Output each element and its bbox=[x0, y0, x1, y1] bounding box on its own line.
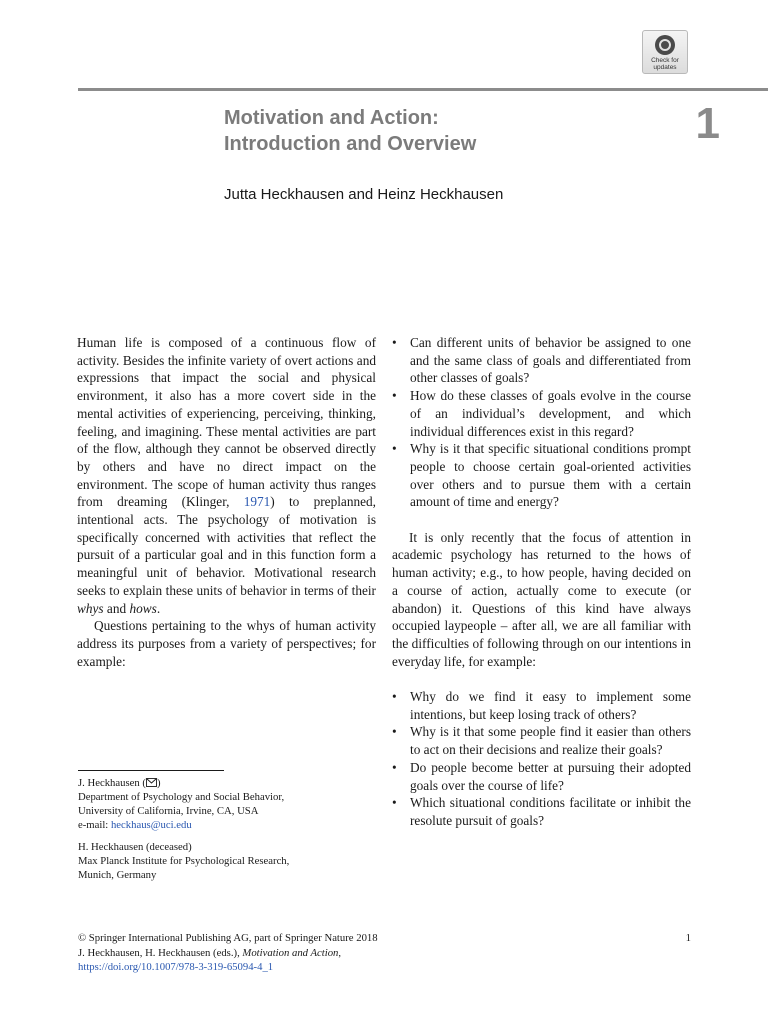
email-link[interactable]: heckhaus@uci.edu bbox=[110, 819, 192, 831]
chapter-title bbox=[224, 105, 476, 157]
affiliation-univ: University of California, Irvine, CA, USA bbox=[78, 805, 259, 817]
affiliation-inst: Max Planck Institute for Psychological Research, bbox=[78, 855, 290, 867]
copyright-line: © Springer International Publishing AG, part of Springer Nature 2018 bbox=[78, 932, 378, 944]
list-item: • Which situational conditions facilitate or inhibit the resolute pursuit of goals? bbox=[392, 794, 691, 829]
question-list-2 bbox=[392, 688, 691, 830]
right-column bbox=[392, 334, 691, 830]
header-rule bbox=[78, 88, 768, 91]
paragraph-3: It is only recently that the focus of attention in academic psychology has returned to the hows of human activity; e.g., to how people, having decided on a course of action, actually come to execute (or abandon) it. Questions of this kind have always occupied laypeople – after all, we are all familiar with the difficulties of following through on our intentions in everyday life, for example: bbox=[392, 529, 691, 669]
paragraph-2: Questions pertaining to the whys of human activity address its purposes from a variety of perspectives; for example: bbox=[77, 618, 376, 669]
list-item: • Why is it that some people find it easier than others to act on their decisions and realize their goals? bbox=[392, 723, 691, 758]
page-number: 1 bbox=[685, 932, 691, 944]
left-column bbox=[77, 334, 376, 670]
footnote-rule bbox=[78, 770, 224, 771]
list-item: • Why do we find it easy to implement some intentions, but keep losing track of others? bbox=[392, 688, 691, 723]
chapter-title-line2: Introduction and Overview bbox=[224, 133, 477, 155]
chapter-authors: Jutta Heckhausen and Heinz Heckhausen bbox=[224, 186, 504, 203]
doi-link[interactable]: https://doi.org/10.1007/978-3-319-65094-4_1 bbox=[78, 961, 274, 973]
citation-line: J. Heckhausen, H. Heckhausen (eds.), Motivation and Action, bbox=[78, 946, 342, 959]
affiliation-dept: Department of Psychology and Social Behavior, bbox=[78, 791, 285, 803]
list-item: • How do these classes of goals evolve in the course of an individual’s development, and which individual differences exist in this regard? bbox=[392, 387, 691, 440]
list-item: • Do people become better at pursuing their adopted goals over the course of life? bbox=[392, 759, 691, 794]
check-for-updates-badge[interactable] bbox=[642, 30, 688, 74]
author2-line: H. Heckhausen (deceased) bbox=[78, 841, 192, 853]
paragraph-1: Human life is composed of a continuous flow of activity. Besides the infinite variety of overt actions and expressions that impact the social and physical environment, it also has a more covert side in the mental activities of experiencing, perceiving, thinking, feeling, and imagining. These mental activities are part of the flow, although they cannot be observed directly by others and have no direct impact on the environment. The scope of human activity thus ranges from dreaming (Klinger, 1971) to preplanned, intentional acts. The psychology of motivation is specifically concerned with activities that reflect the pursuit of a particular goal and in this function form a meaningful unit of behavior. Motivational research seeks to explain these units of behavior in terms of their whys and hows. bbox=[77, 335, 376, 616]
badge-label: Check for updates bbox=[651, 57, 679, 71]
update-icon bbox=[655, 35, 675, 55]
envelope-icon bbox=[146, 778, 157, 787]
chapter-title-line1: Motivation and Action: bbox=[224, 107, 439, 129]
question-list-1 bbox=[392, 334, 691, 511]
page-footer bbox=[78, 931, 691, 975]
email-line: e-mail: heckhaus@uci.edu bbox=[78, 819, 192, 831]
list-item: • Can different units of behavior be assigned to one and the same class of goals and differentiated from other classes of goals? bbox=[392, 334, 691, 387]
list-item: • Why is it that specific situational conditions prompt people to choose certain goal-oriented activities over others and to pursue them with a certain amount of time and energy? bbox=[392, 440, 691, 511]
citation-link[interactable]: 1971 bbox=[243, 494, 271, 510]
affiliation-footnote bbox=[78, 776, 378, 882]
author1-line: J. Heckhausen ( ) bbox=[78, 777, 161, 789]
chapter-number: 1 bbox=[695, 99, 720, 148]
affiliation-city: Munich, Germany bbox=[78, 869, 157, 881]
